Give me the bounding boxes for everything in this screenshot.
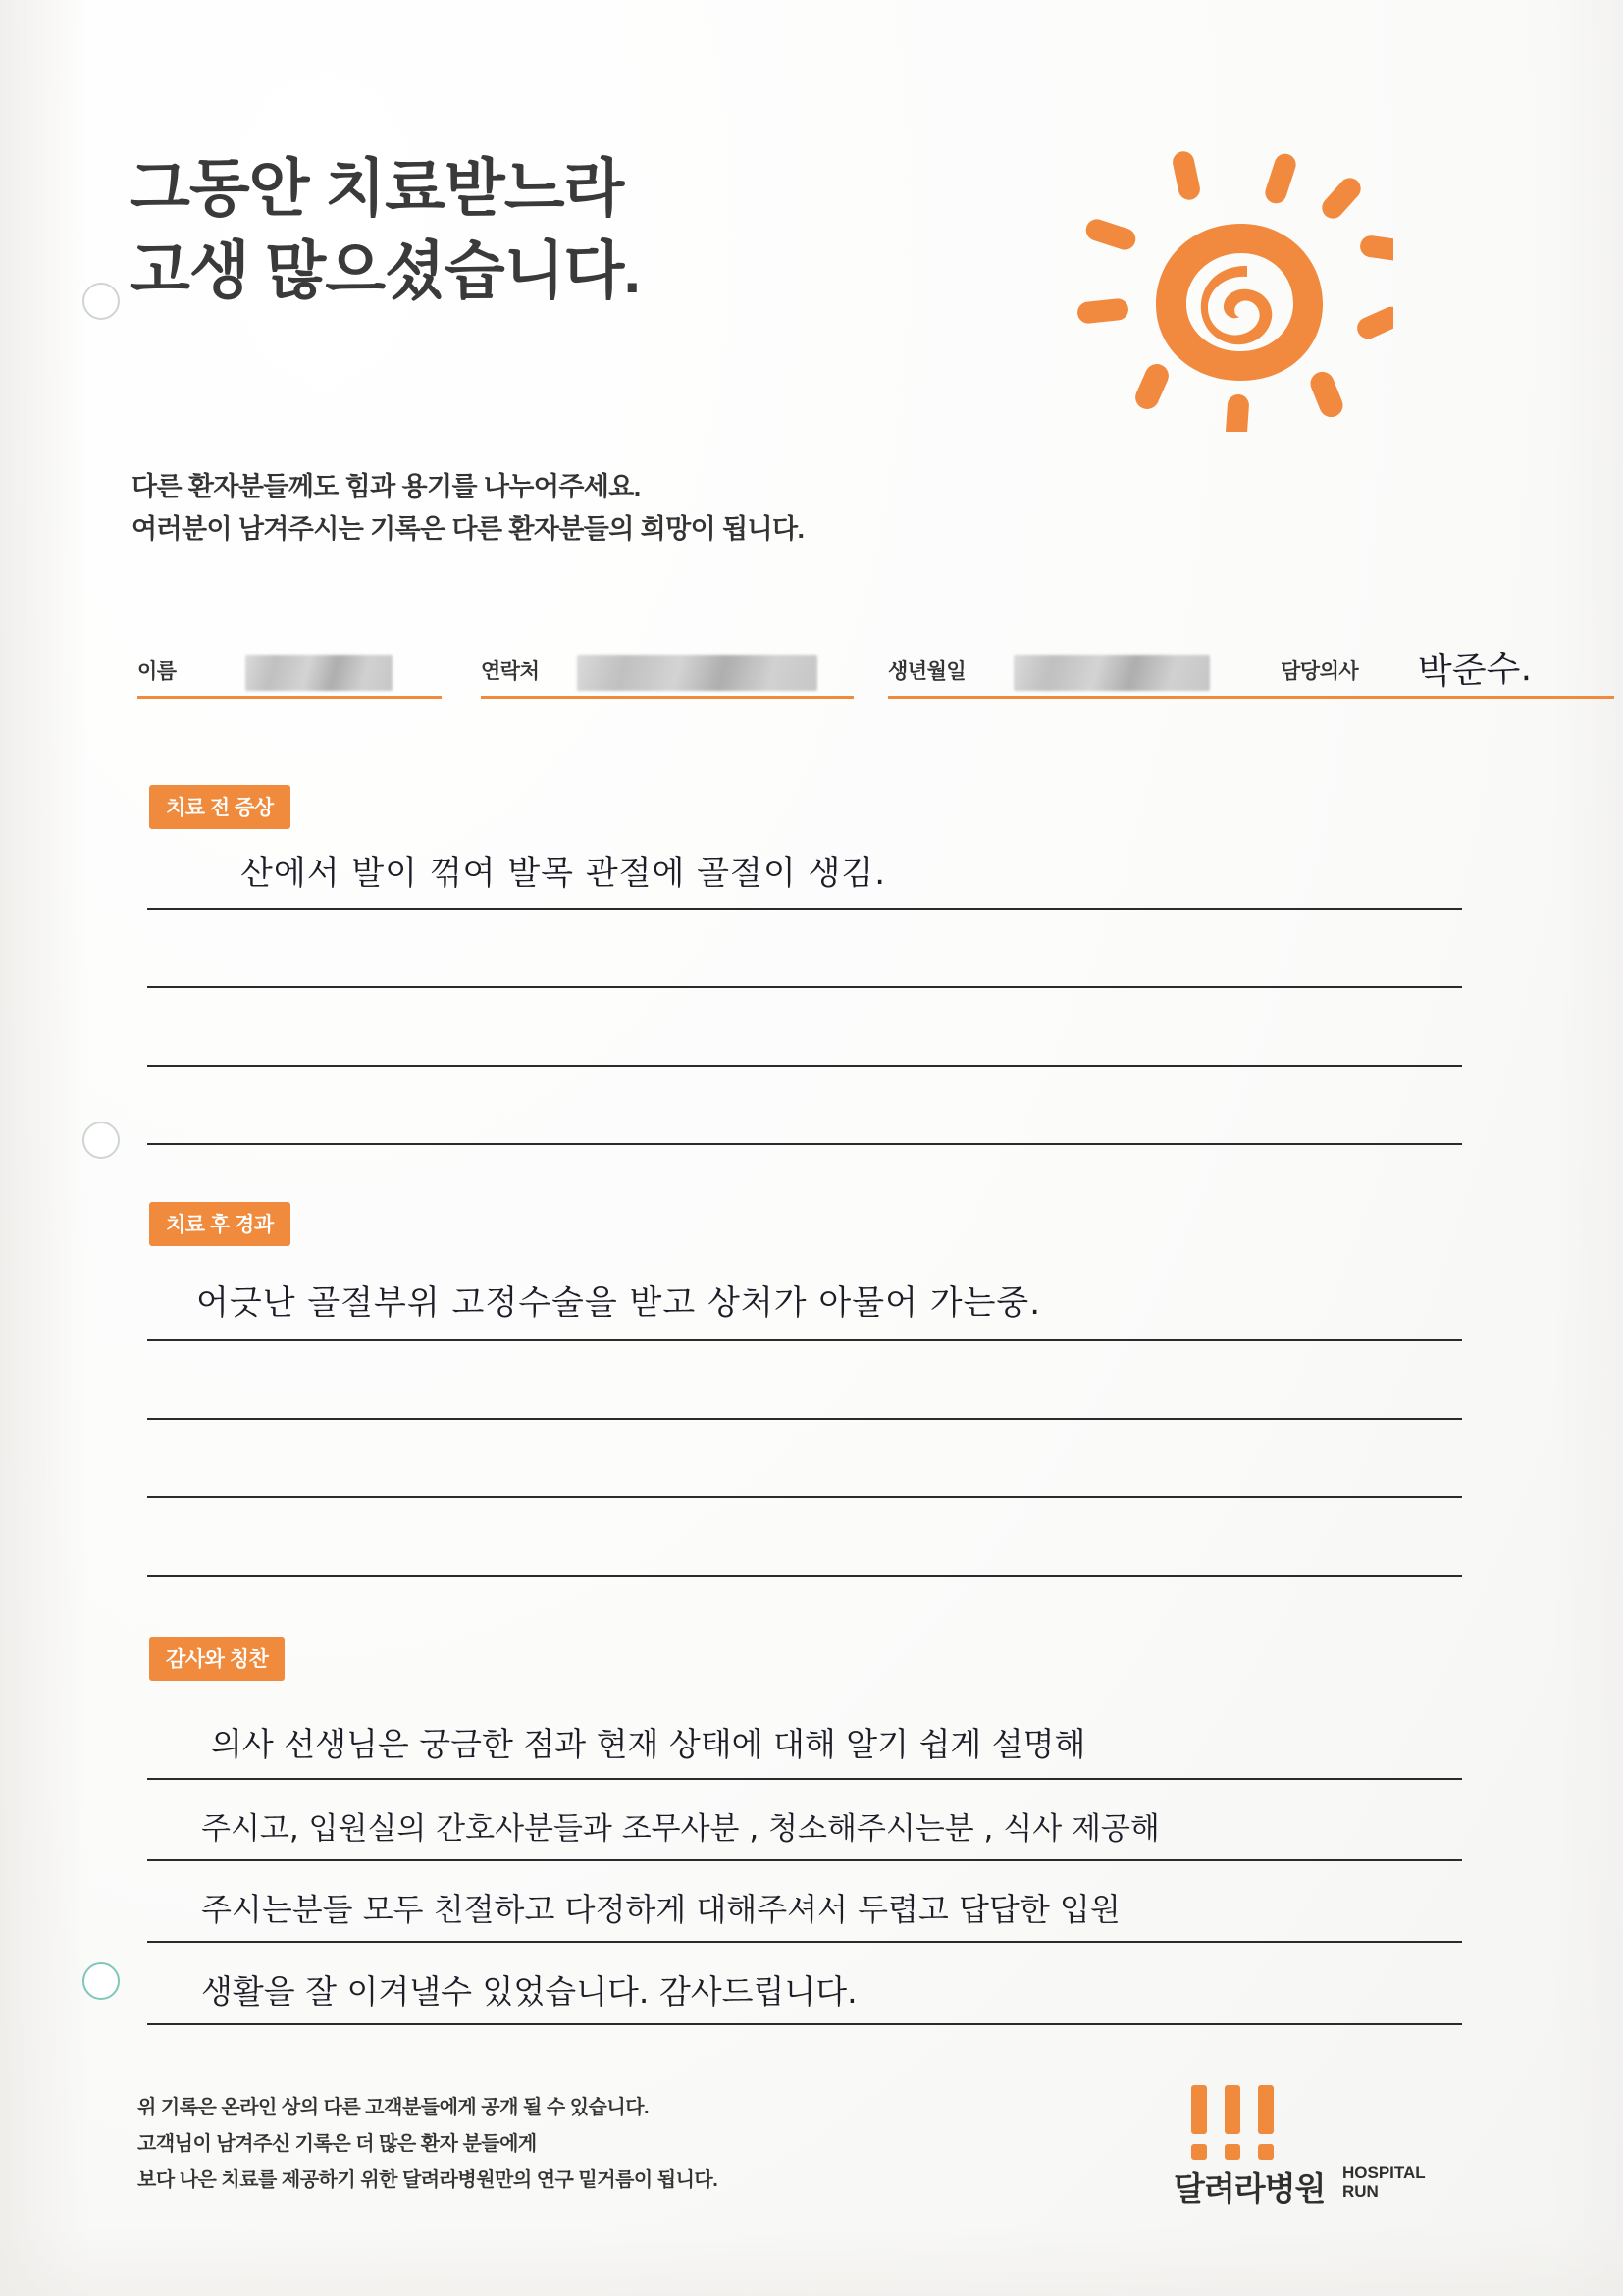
footer-line-3: 보다 나은 치료를 제공하기 위한 달려라병원만의 연구 밑거름이 됩니다.: [137, 2169, 718, 2191]
section2-handwriting-line-1: 어긋난 골절부위 고정수술을 받고 상처가 아물어 가는중.: [196, 1283, 1042, 1323]
scan-shadow-left: [0, 0, 88, 2296]
field-doctor-label: 담당의사: [1281, 660, 1359, 683]
section2-rule-2: [147, 1418, 1462, 1420]
subcopy: [131, 466, 1015, 550]
section-tag-thanks: 감사와 칭찬: [149, 1637, 285, 1681]
headline-line-2: 고생 많으셨습니다.: [130, 235, 641, 307]
section1-rule-1: [147, 908, 1462, 910]
brand-name-ko: 달려라병원: [1174, 2170, 1326, 2207]
footer-disclaimer: [137, 2090, 922, 2199]
field-phone-label: 연락처: [481, 660, 540, 683]
section3-handwriting-line-1: 의사 선생님은 궁금한 점과 현재 상태에 대해 알기 쉽게 설명해: [211, 1725, 1086, 1763]
section1-rule-3: [147, 1065, 1462, 1067]
section3-handwriting-line-2: 주시고, 입원실의 간호사분들과 조무사분 , 청소해주시는분 , 식사 제공해: [201, 1811, 1160, 1847]
field-phone[interactable]: [481, 638, 854, 699]
punch-hole-middle: [82, 1122, 120, 1159]
subcopy-line-1: 다른 환자분들께도 힘과 용기를 나누어주세요.: [131, 472, 641, 501]
field-birthdate-rule: [888, 696, 1300, 699]
field-phone-rule: [481, 696, 854, 699]
field-birthdate-label: 생년월일: [888, 660, 967, 683]
scan-shadow-right: [1554, 0, 1623, 2296]
brand-logo: [1174, 2085, 1478, 2213]
field-name-rule: [137, 696, 442, 699]
section3-handwriting-line-4: 생활을 잘 이겨낼수 있었습니다. 감사드립니다.: [201, 1972, 858, 2010]
brand-name-en-line1: HOSPITAL: [1342, 2164, 1426, 2182]
section1-rule-2: [147, 986, 1462, 988]
punch-hole-bottom: [82, 1962, 120, 2000]
section3-rule-1: [147, 1778, 1462, 1780]
section2-rule-4: [147, 1575, 1462, 1577]
footer-line-1: 위 기록은 온라인 상의 다른 고객분들에게 공개 될 수 있습니다.: [137, 2097, 650, 2118]
field-doctor-rule: [1281, 696, 1614, 699]
section1-rule-4: [147, 1143, 1462, 1145]
section2-rule-1: [147, 1339, 1462, 1341]
sun-swirl-icon: [1070, 147, 1393, 432]
field-birthdate[interactable]: [888, 638, 1300, 699]
punch-hole-top: [82, 283, 120, 320]
footer-line-2: 고객님이 남겨주신 기록은 더 많은 환자 분들에게: [137, 2133, 537, 2155]
field-birthdate-redaction: [1014, 655, 1210, 691]
headline-line-1: 그동안 치료받느라: [130, 153, 624, 224]
brand-name-en: [1342, 2164, 1426, 2201]
section1-handwriting-line-1: 산에서 발이 꺾여 발목 관절에 골절이 생김.: [240, 854, 886, 893]
section3-rule-3: [147, 1941, 1462, 1943]
exclamation-marks-icon: [1185, 2085, 1293, 2162]
section2-rule-3: [147, 1496, 1462, 1498]
section3-handwriting-line-3: 주시는분들 모두 친절하고 다정하게 대해주셔서 두렵고 답답한 입원: [201, 1891, 1121, 1928]
field-phone-redaction: [577, 655, 817, 691]
section3-rule-2: [147, 1859, 1462, 1861]
scan-shadow-bottom: [0, 2227, 1623, 2296]
field-name-label: 이름: [137, 660, 177, 683]
section-tag-after-treatment: 치료 후 경과: [149, 1202, 290, 1246]
field-doctor[interactable]: [1281, 638, 1614, 699]
field-name-redaction: [245, 655, 393, 691]
section-tag-before-treatment: 치료 전 증상: [149, 785, 290, 829]
field-name[interactable]: [137, 638, 442, 699]
identity-row: [137, 638, 1533, 699]
page-title: [130, 147, 875, 313]
subcopy-line-2: 여러분이 남겨주시는 기록은 다른 환자분들의 희망이 됩니다.: [131, 514, 805, 545]
brand-name-en-line2: RUN: [1342, 2182, 1379, 2202]
field-doctor-value: 박준수.: [1417, 648, 1533, 694]
section3-rule-4: [147, 2023, 1462, 2025]
